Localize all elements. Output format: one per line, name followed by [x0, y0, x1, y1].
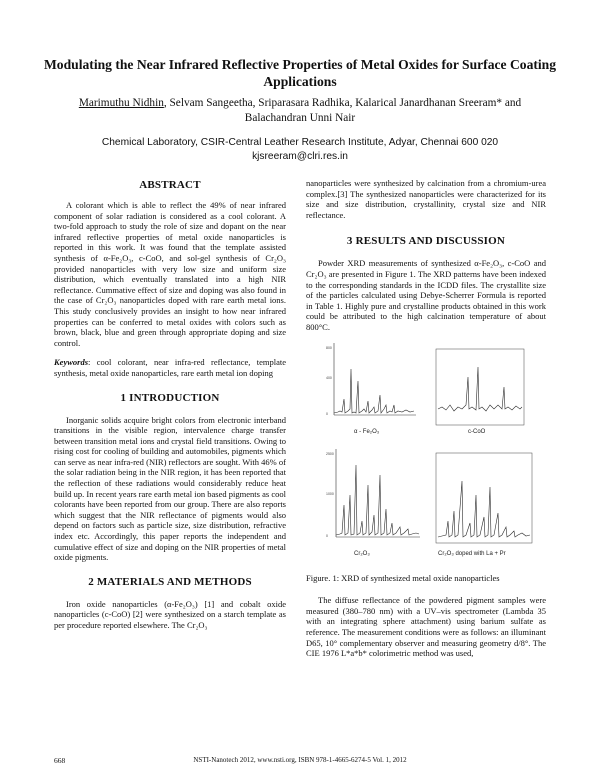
- xrd-plot-fe2o3: [324, 339, 418, 425]
- figure-caption: Figure. 1: XRD of synthesized metal oxide nanoparticles: [306, 572, 500, 583]
- label-fe2o3: α - Fe₂O₃: [354, 428, 380, 435]
- right-column: [306, 178, 546, 659]
- label-coo: c-CoO: [468, 428, 486, 435]
- left-column: [54, 178, 286, 631]
- affiliation-block: [50, 136, 550, 164]
- svg-text:0: 0: [326, 533, 328, 538]
- keywords-label: Keywords: [54, 357, 88, 368]
- results-text-2: The diffuse reflectance of the powdered pigment samples were measured (380–780 nm) with a UV–vis spectrometer (Lambda 35 with an integrating sphere attachment) using barium sulfate as reference. The measurement conditions were as follows: an illuminant D65, 10° complementary observer and measuring geometry d/8°. The CIE 1976 L*a*b* colorimetric method was used,: [306, 595, 546, 659]
- author-list: [50, 96, 550, 126]
- methods-text-right: nanoparticles were synthesized by calcination from a chromium-urea complex.[3] The synthesized nanoparticles were characterized for its size and size distribution, crystallinity, crystal size and NIR reflectance.: [306, 178, 546, 220]
- xrd-panel-fe2o3: [324, 339, 418, 439]
- xrd-plot-cr2o3: [324, 445, 424, 547]
- other-authors: , Selvam Sangeetha, Sriparasara Radhika, Kalarical Janardhanan Sreeram* and Balachandran Unni Nair: [163, 97, 522, 124]
- xrd-plot-cr2o3-doped: [434, 451, 534, 547]
- footer-citation: NSTI-Nanotech 2012, www.nsti.org, ISBN 978-1-4665-6274-5 Vol. 1, 2012: [193, 756, 407, 764]
- keywords-text: : cool colorant, near infra-red reflectance, template synthesis, metal oxide nanoparticles, rare earth metal ion doping: [54, 357, 286, 378]
- abstract-heading: ABSTRACT: [139, 179, 201, 191]
- results-heading: 3 RESULTS AND DISCUSSION: [346, 235, 506, 248]
- xrd-panel-cr2o3: [324, 445, 424, 561]
- xrd-panel-coo: [434, 347, 526, 439]
- xrd-panel-cr2o3-doped: [434, 451, 534, 561]
- svg-text:2500: 2500: [326, 451, 334, 456]
- email: kjsreeram@clri.res.in: [252, 151, 348, 162]
- label-cr2o3: Cr₂O₃: [354, 550, 370, 557]
- affiliation: Chemical Laboratory, CSIR-Central Leather Research Institute, Adyar, Chennai 600 020: [101, 137, 499, 148]
- figure-1: [306, 339, 546, 571]
- keywords: [54, 357, 286, 378]
- svg-text:0: 0: [326, 411, 328, 416]
- results-text: Powder XRD measurements of synthesized α-Fe₂O₃, c-CoO and Cr₂O₃ are presented in Figure 1. The XRD patterns have been indexed to the corresponding standards in the ICDD files. The crystallite size of the particles calculated using Debye-Scherrer Formula is reported in Table 1. Highly pure and crystalline products obtained in this work could be attributed to the high calcination temperature of about 800°C.: [306, 258, 546, 332]
- intro-heading: 1 INTRODUCTION: [120, 391, 220, 404]
- intro-text: Inorganic solids acquire bright colors from electronic interband transitions in the visible region, intervalence charge transfer between transition metal ions and crystal field transitions. Owing to rising cost for cooling of building and automobiles, pigments which can serve as near infra-red (NIR) reflectors are sought. With 46% of the solar radiation being in the NIR region, it has been reported that the reflection of these radiations would considerably reduce heat build up. In recent years rare earth metal ion based pigments as cool colorants have been reported from our group. There are also reports which suggest that the NIR reflectance of pigments would also depend on factors such as particle size, size distribution, refractive index etc. Accordingly, this paper reports the independent and cumulative effect of size and doping on the NIR properties of metal oxide pigments.: [54, 414, 286, 563]
- svg-text:1000: 1000: [326, 491, 334, 496]
- abstract-text: A colorant which is able to reflect the 49% of near infrared component of solar radiation is considered as a cool colorant. A two-fold approach to study the role of size and dopant on the near infrared reflective properties of metal oxide nanoparticles is reported in this work. It was found that the template assisted synthesis of α-Fe₂O₃, c-CoO, and sol-gel synthesis of Cr₂O₃ provided nanoparticles with very low size and uniform size distribution, which eventually translated into a high NIR reflectance. Cummative effect of size and doping was also found in the case of Cr₂O₃ nanoparticles doped with rare earth metal ions. This study conclusively provides an insight to how near infrared properties can be conferred to metal oxides with colors such as brown, black, blue and green through appropriate doping and size control.: [54, 200, 286, 348]
- methods-text-left: Iron oxide nanoparticles (α-Fe₂O₃) [1] and cobalt oxide nanoparticles (c-CoO) [2] were synthesized on a starch template as per procedure reported elsewhere. The Cr₂O₃: [54, 598, 286, 630]
- methods-heading: 2 MATERIALS AND METHODS: [88, 575, 252, 588]
- paper-title: Modulating the Near Infrared Reflective Properties of Metal Oxides for Surface Coating Applications: [43, 57, 557, 89]
- label-cr2o3-doped: Cr₂O₃ doped with La + Pr: [438, 550, 506, 557]
- first-author: Marimuthu Nidhin: [78, 97, 164, 109]
- svg-text:800: 800: [326, 345, 332, 350]
- xrd-plot-coo: [434, 347, 526, 427]
- svg-text:400: 400: [326, 375, 332, 380]
- page-number: 668: [54, 756, 66, 765]
